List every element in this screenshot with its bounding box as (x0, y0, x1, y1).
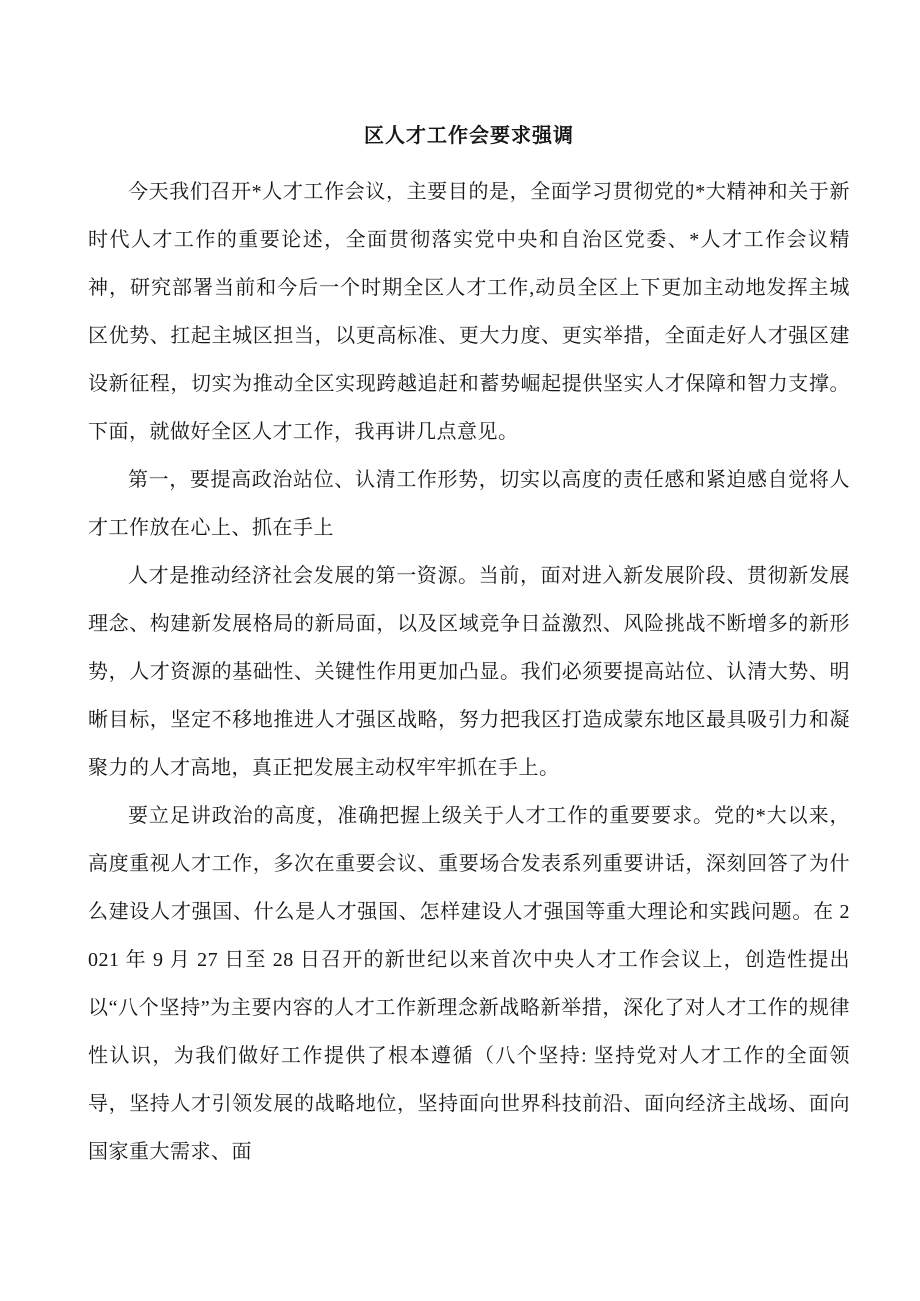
paragraph-talent-resource: 人才是推动经济社会发展的第一资源。当前，面对进入新发展阶段、贯彻新发展理念、构建新发展格局的新局面，以及区域竞争日益激烈、风险挑战不断增多的新形势，人才资源的基础性、关键性作用更加凸显。我们必须要提高站位、认清大势、明晰目标，坚定不移地推进人才强区战略，努力把我区打造成蒙东地区最具吸引力和凝聚力的人才高地，真正把发展主动权牢牢抓在手上。 (88, 565, 850, 779)
document-title: 区人才工作会要求强调 (364, 125, 574, 147)
paragraph-intro: 今天我们召开*人才工作会议，主要目的是，全面学习贯彻党的*大精神和关于新时代人才工作的重要论述，全面贯彻落实党中央和自治区党委、*人才工作会议精神，研究部署当前和今后一个时期全区人才工作,动员全区上下更加主动地发挥主城区优势、扛起主城区担当，以更高标准、更大力度、更实举措，全面走好人才强区建设新征程，切实为推动全区实现跨越追赶和蓄势崛起提供坚实人才保障和智力支撑。下面，就做好全区人才工作，我再讲几点意见。 (88, 181, 850, 443)
paragraph-heading-first-point: 第一，要提高政治站位、认清工作形势，切实以高度的责任感和紧迫感自觉将人才工作放在心上、抓在手上 (88, 469, 850, 539)
paragraph-political-height: 要立足讲政治的高度，准确把握上级关于人才工作的重要要求。党的*大以来，高度重视人才工作，多次在重要会议、重要场合发表系列重要讲话，深刻回答了为什么建设人才强国、什么是人才强国、怎样建设人才强国等重大理论和实践问题。在 2021 年 9 月 27 日至 28 日召开的新世纪以来首次中央人才工作会议上，创造性提出以“八个坚持”为主要内容的人才工作新理念新战略新举措，深化了对人才工作的规律性认识，为我们做好工作提供了根本遵循（八个坚持: 坚持党对人才工作的全面领导，坚持人才引领发展的战略地位，坚持面向世界科技前沿、面向经济主战场、面向国家重大需求、面 (88, 805, 850, 1163)
